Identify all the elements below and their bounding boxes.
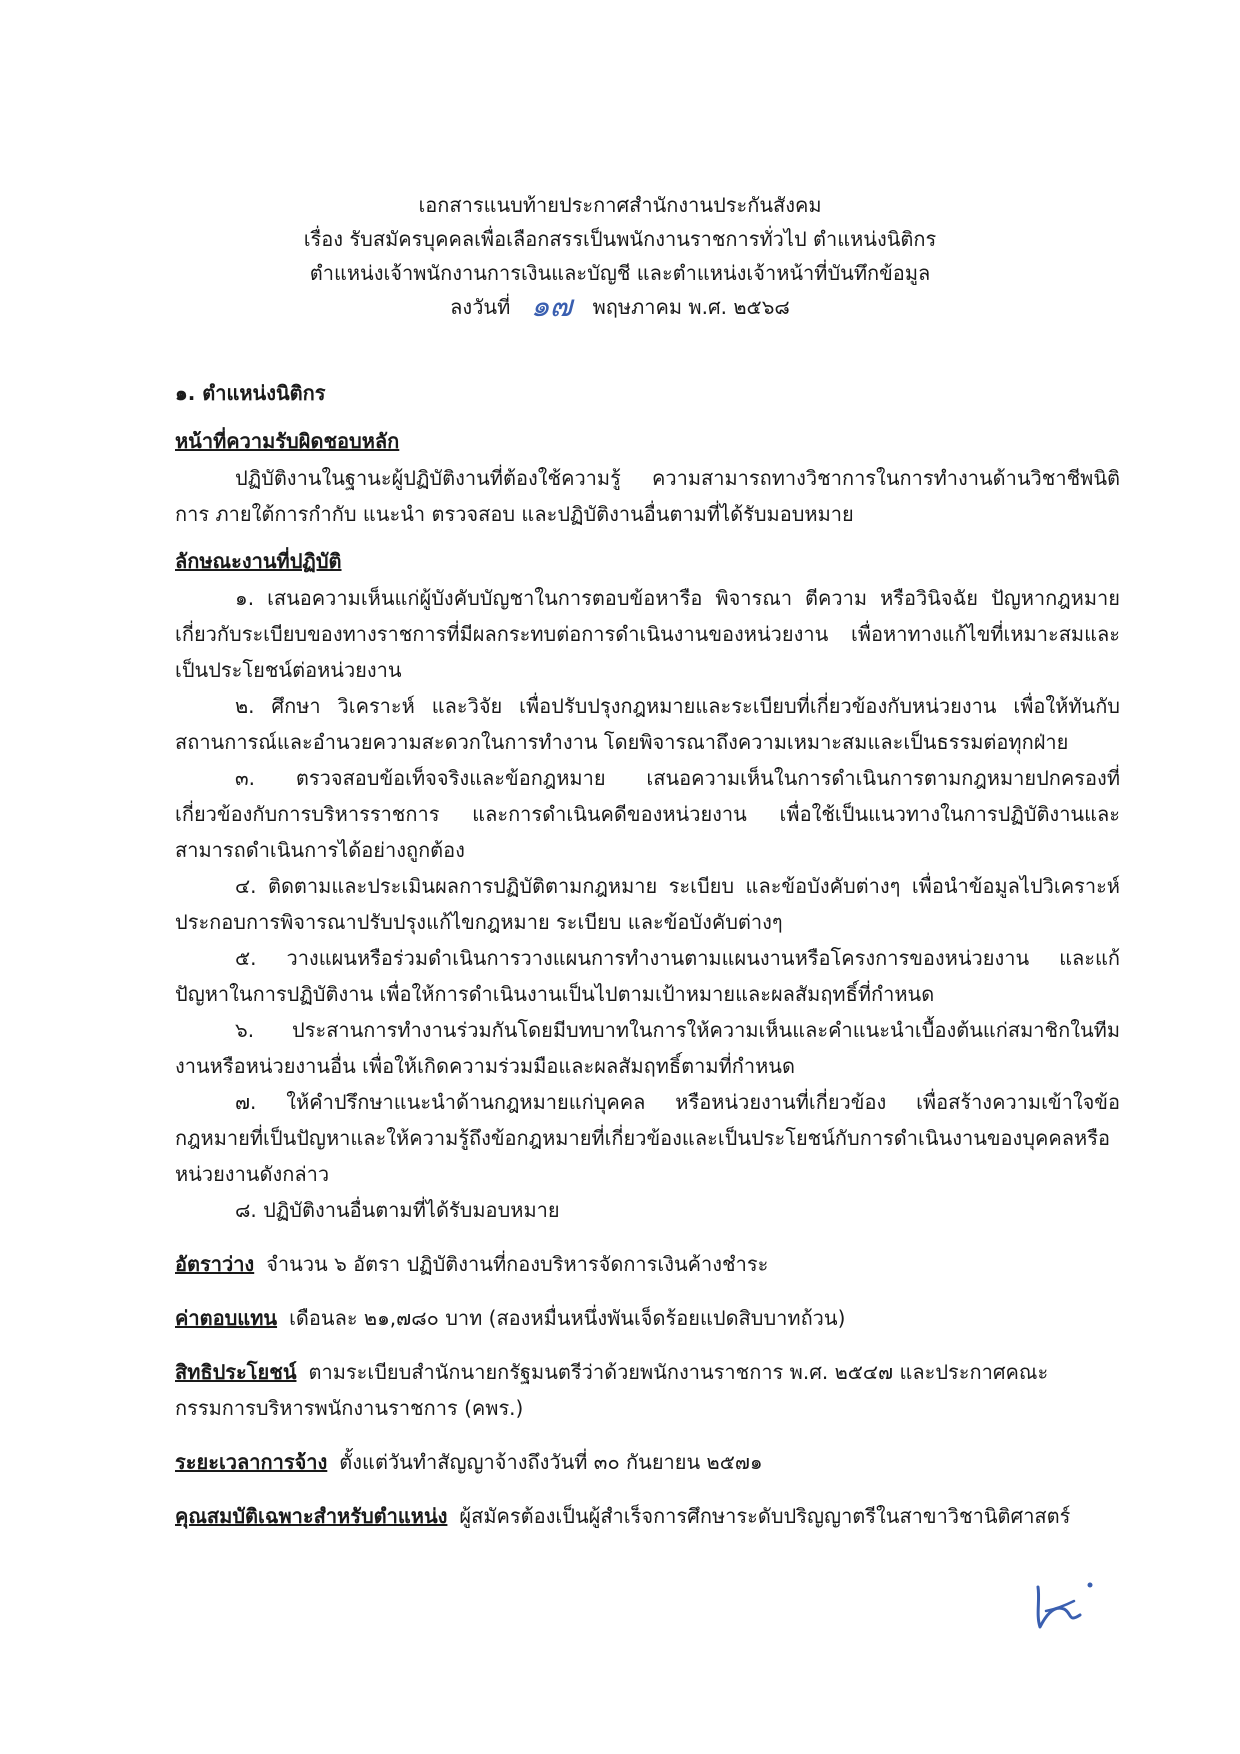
qualification-value: ผู้สมัครต้องเป็นผู้สำเร็จการศึกษาระดับปริญญาตรีในสาขาวิชานิติศาสตร์ [459, 1504, 1071, 1528]
header-line-2: เรื่อง รับสมัครบุคคลเพื่อเลือกสรรเป็นพนักงานราชการทั่วไป ตำแหน่งนิติกร [303, 227, 937, 251]
benefits-label: สิทธิประโยชน์ [175, 1360, 297, 1384]
benefits-value: ตามระเบียบสำนักนายกรัฐมนตรีว่าด้วยพนักงานราชการ พ.ศ. ๒๕๔๗ และประกาศคณะกรรมการบริหารพนักงานราชการ (คพร.) [175, 1360, 1049, 1420]
list-item: ๖. ประสานการทำงานร่วมกันโดยมีบทบาทในการให้ความเห็นและคำแนะนำเบื้องต้นแก่สมาชิกในทีมงานหรือหน่วยงานอื่น เพื่อให้เกิดความร่วมมือและผลสัมฤทธิ์ตามที่กำหนด [175, 1018, 1120, 1078]
signature-initials [1028, 1575, 1098, 1635]
list-item: ๒. ศึกษา วิเคราะห์ และวิจัย เพื่อปรับปรุงกฎหมายและระเบียบที่เกี่ยวข้องกับหน่วยงาน เพื่อให้ทันกับสถานการณ์และอำนวยความสะดวกในการทำงาน โดยพิจารณาถึงความเหมาะสมและเป็นธรรมต่อทุกฝ่าย [175, 694, 1120, 754]
tasks-heading: ลักษณะงานที่ปฏิบัติ [175, 549, 342, 573]
list-item: ๗. ให้คำปรึกษาแนะนำด้านกฎหมายแก่บุคคล หรือหน่วยงานที่เกี่ยวข้อง เพื่อสร้างความเข้าใจข้อกฎหมายที่เป็นปัญหาและให้ความรู้ถึงข้อกฎหมายที่เกี่ยวข้องและเป็นประโยชน์กับการดำเนินงานของบุคคลหรือหน่วยงานดังกล่าว [175, 1090, 1120, 1186]
employment-period-value: ตั้งแต่วันทำสัญญาจ้างถึงวันที่ ๓๐ กันยายน ๒๕๗๑ [339, 1450, 763, 1474]
list-item: ๓. ตรวจสอบข้อเท็จจริงและข้อกฎหมาย เสนอความเห็นในการดำเนินการตามกฎหมายปกครองที่เกี่ยวข้องกับการบริหารราชการ และการดำเนินคดีของหน่วยงาน เพื่อใช้เป็นแนวทางในการปฏิบัติงานและสามารถดำเนินการได้อย่างถูกต้อง [175, 766, 1120, 862]
tasks-list [175, 580, 1120, 1228]
employment-period-field [175, 1444, 1120, 1480]
employment-period-label: ระยะเวลาการจ้าง [175, 1450, 328, 1474]
list-item: ๑. เสนอความเห็นแก่ผู้บังคับบัญชาในการตอบข้อหารือ พิจารณา ตีความ หรือวินิจฉัย ปัญหากฎหมายเกี่ยวกับระเบียบของทางราชการที่มีผลกระทบต่อการดำเนินงานของหน่วยงาน เพื่อหาทางแก้ไขที่เหมาะสมและเป็นประโยชน์ต่อหน่วยงาน [175, 586, 1120, 682]
date-rest: พฤษภาคม พ.ศ. ๒๕๖๘ [592, 295, 790, 319]
salary-value: เดือนละ ๒๑,๗๘๐ บาท (สองหมื่นหนึ่งพันเจ็ดร้อยแปดสิบบาทถ้วน) [289, 1306, 846, 1330]
document-header [0, 188, 1240, 324]
section-title: ๑. ตำแหน่งนิติกร [175, 381, 326, 405]
benefits-field [175, 1354, 1120, 1426]
header-line-1: เอกสารแนบท้ายประกาศสำนักงานประกันสังคม [418, 193, 822, 217]
salary-label: ค่าตอบแทน [175, 1306, 278, 1330]
duties-heading: หน้าที่ความรับผิดชอบหลัก [175, 429, 400, 453]
qualification-field [175, 1498, 1120, 1534]
header-line-3: ตำแหน่งเจ้าพนักงานการเงินและบัญชี และตำแหน่งเจ้าหน้าที่บันทึกข้อมูล [309, 261, 931, 285]
handwritten-date-day: ๑๗ [530, 289, 573, 324]
document-body [175, 376, 1120, 1534]
qualification-label: คุณสมบัติเฉพาะสำหรับตำแหน่ง [175, 1504, 448, 1528]
list-item: ๔. ติดตามและประเมินผลการปฏิบัติตามกฎหมาย ระเบียบ และข้อบังคับต่างๆ เพื่อนำข้อมูลไปวิเคราะห์ประกอบการพิจารณาปรับปรุงแก้ไขกฎหมาย ระเบียบ และข้อบังคับต่างๆ [175, 874, 1120, 934]
list-item: ๘. ปฏิบัติงานอื่นตามที่ได้รับมอบหมาย [235, 1198, 560, 1222]
vacancy-value: จำนวน ๖ อัตรา ปฏิบัติงานที่กองบริหารจัดการเงินค้างชำระ [266, 1252, 769, 1276]
salary-field [175, 1300, 1120, 1336]
duties-text: ปฏิบัติงานในฐานะผู้ปฏิบัติงานที่ต้องใช้ความรู้ ความสามารถทางวิชาการในการทำงานด้านวิชาชีพนิติการ ภายใต้การกำกับ แนะนำ ตรวจสอบ และปฏิบัติงานอื่นตามที่ได้รับมอบหมาย [175, 466, 1120, 526]
vacancy-label: อัตราว่าง [175, 1252, 255, 1276]
header-date-line [0, 290, 1240, 324]
date-prefix: ลงวันที่ [450, 295, 511, 319]
list-item: ๕. วางแผนหรือร่วมดำเนินการวางแผนการทำงานตามแผนงานหรือโครงการของหน่วยงาน และแก้ปัญหาในการปฏิบัติงาน เพื่อให้การดำเนินงานเป็นไปตามเป้าหมายและผลสัมฤทธิ์ที่กำหนด [175, 946, 1120, 1006]
vacancy-field [175, 1246, 1120, 1282]
